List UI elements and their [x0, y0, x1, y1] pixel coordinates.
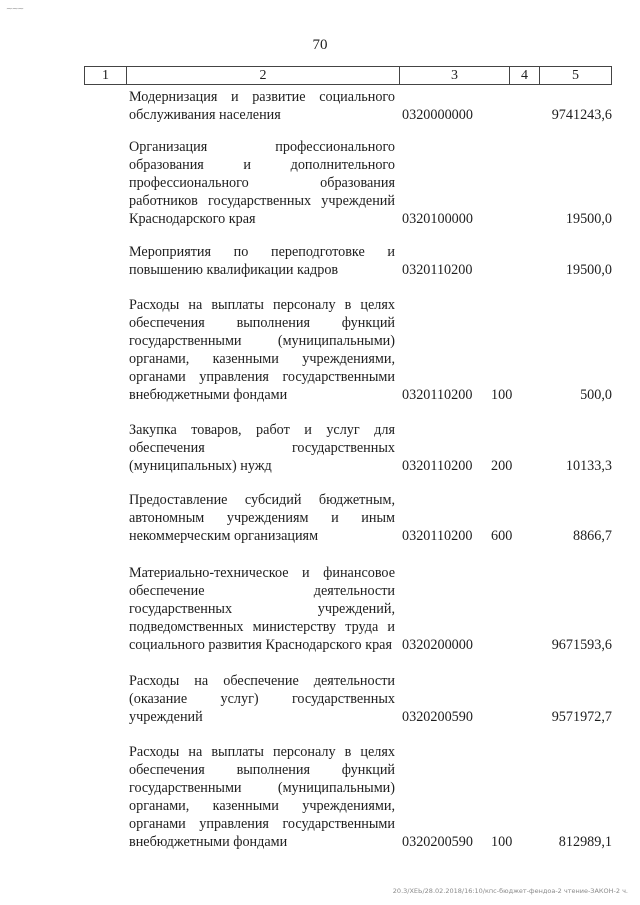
- row-amount: 9671593,6: [551, 637, 612, 653]
- table-header: [84, 66, 612, 85]
- row-description: Предоставление субсидий бюджетным, автономным учреждениям и иным некоммерческим организациям: [129, 492, 395, 544]
- row-code: 0320200590: [402, 834, 473, 850]
- row-amount: 812989,1: [558, 834, 612, 850]
- row-amount: 500,0: [580, 387, 612, 403]
- row-description: Организация профессионального образования и дополнительного профессионального образования работников государственных учреждений Краснодарского края: [129, 139, 395, 227]
- row-description: Материально-техническое и финансовое обеспечение деятельности государственных учреждений, подведомственных министерству труда и социального развития Краснодарского края: [129, 565, 395, 653]
- row-amount: 9571972,7: [551, 709, 612, 725]
- row-code: 0320200590: [402, 709, 473, 725]
- row-code: 0320110200: [402, 528, 473, 544]
- row-description: Расходы на обеспечение деятельности (оказание услуг) государственных учреждений: [129, 673, 395, 725]
- page-number: 70: [312, 37, 328, 53]
- row-code: 0320200000: [402, 637, 473, 653]
- row-description: Закупка товаров, работ и услуг для обеспечения государственных (муниципальных) нужд: [129, 422, 395, 474]
- row-code: 0320100000: [402, 211, 473, 227]
- row-description: Расходы на выплаты персоналу в целях обеспечения выполнения функций государственными (муниципальными) органами, казенными учреждениями, органами управления государственными внебюджетными фондами: [129, 297, 395, 403]
- footer-file-mark: 20.3/ХЕЬ/28.02.2018/16:10/кпс-бюджет-фендоа-2 чтение-ЗАКОН-2 ч.: [392, 887, 628, 895]
- row-amount: 8866,7: [572, 528, 612, 544]
- row-vr: 600: [491, 528, 513, 544]
- row-amount: 19500,0: [565, 262, 612, 278]
- row-description: Модернизация и развитие социального обслуживания населения: [129, 89, 395, 123]
- row-description: Мероприятия по переподготовке и повышению квалификации кадров: [129, 244, 395, 278]
- header-col-1: 1: [85, 67, 127, 84]
- row-amount: 19500,0: [565, 211, 612, 227]
- row-code: 0320110200: [402, 387, 473, 403]
- row-vr: 100: [491, 834, 513, 850]
- header-col-5: 5: [572, 68, 579, 83]
- row-vr: 100: [491, 387, 513, 403]
- row-amount: 10133,3: [565, 458, 612, 474]
- header-col-3: 3: [400, 67, 510, 84]
- row-vr: 200: [491, 458, 513, 474]
- row-description: Расходы на выплаты персоналу в целях обеспечения выполнения функций государственными (муниципальными) органами, казенными учреждениями, органами управления государственными внебюджетными фондами: [129, 744, 395, 850]
- header-col-4: 4: [510, 67, 540, 84]
- corner-mark: ~~~: [6, 4, 24, 13]
- row-amount: 9741243,6: [551, 107, 612, 123]
- row-code: 0320110200: [402, 262, 473, 278]
- header-col-2: 2: [127, 67, 400, 84]
- row-code: 0320110200: [402, 458, 473, 474]
- row-code: 0320000000: [402, 107, 473, 123]
